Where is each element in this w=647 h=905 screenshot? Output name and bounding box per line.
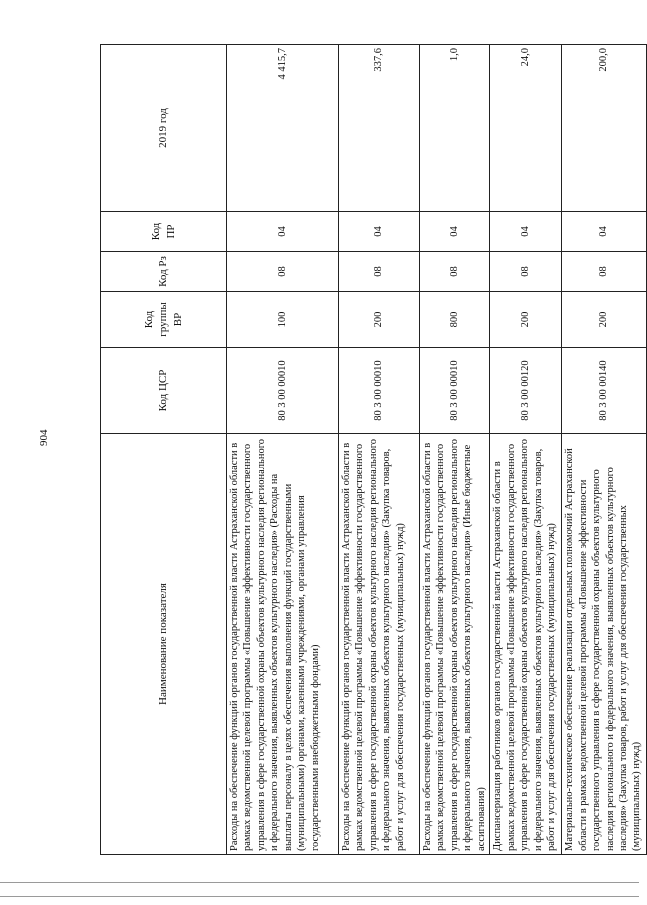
header-vr: Код группы ВР [101,292,227,348]
row-pr: 04 [339,212,420,252]
row-pr: 04 [562,212,647,252]
row-value: 337,6 [339,45,420,212]
scan-edge-line [0,882,639,883]
row-csr: 80 3 00 00140 [562,348,647,434]
rotated-table-container [100,45,643,855]
row-name: Расходы на обеспечение функций органов государственной власти Астраханской области в рамках ведомственной целевой программы «Повышение эффективности государственного управления в сфере государственной охраны объектов культурного наследия регионального и федерального значения, выявленных объектов культурного наследия» (Закупка товаров, работ и услуг для обеспечения государственных (муниципальных) нужд) [339,434,420,855]
row-vr: 200 [562,292,647,348]
row-name: Материально-техническое обеспечение реализации отдельных полномочий Астраханской области в рамках ведомственной целевой программы «Повышение эффективности государственного управления в сфере государственной охраны объектов культурного наследия регионального и федерального значения, выявленных объектов культурного наследия» (Закупка товаров, работ и услуг для обеспечения государственных (муниципальных) нужд) [562,434,647,855]
header-pr: Код ПР [101,212,227,252]
row-value: 24,0 [490,45,562,212]
table-row [339,45,420,855]
header-year: 2019 год [101,45,227,212]
row-name: Диспансеризация работников органов государственной власти Астраханской области в рамках ведомственной целевой программы «Повышение эффективности государственного управления в сфере государственной охраны объектов культурного наследия регионального и федерального значения, выявленных объектов культурного наследия» (Закупка товаров, работ и услуг для обеспечения государственных (муниципальных) нужд) [490,434,562,855]
row-csr: 80 3 00 00010 [227,348,339,434]
row-pr: 04 [490,212,562,252]
scan-edge-line [0,896,639,897]
header-csr: Код ЦСР [101,348,227,434]
header-name: Наименование показателя [101,434,227,855]
row-vr: 100 [227,292,339,348]
row-rz: 08 [420,252,490,292]
row-value: 1,0 [420,45,490,212]
table-header-row [101,45,227,855]
row-csr: 80 3 00 00120 [490,348,562,434]
row-vr: 200 [339,292,420,348]
row-rz: 08 [227,252,339,292]
row-value: 4 415,7 [227,45,339,212]
page-number: 904 [38,429,50,446]
row-csr: 80 3 00 00010 [339,348,420,434]
table-row [420,45,490,855]
row-pr: 04 [227,212,339,252]
row-csr: 80 3 00 00010 [420,348,490,434]
table-row [562,45,647,855]
row-name: Расходы на обеспечение функций органов государственной власти Астраханской области в рамках ведомственной целевой программы «Повышение эффективности государственного управления в сфере государственной охраны объектов культурного наследия регионального и федерального значения, выявленных объектов культурного наследия» (Иные бюджетные ассигнования) [420,434,490,855]
row-value: 200,0 [562,45,647,212]
row-rz: 08 [490,252,562,292]
table-row [490,45,562,855]
row-name: Расходы на обеспечение функций органов государственной власти Астраханской области в рамках ведомственной целевой программы «Повышение эффективности государственного управления в сфере государственной охраны объектов культурного наследия регионального и федерального значения, выявленных объектов культурного наследия» (Расходы на выплаты персоналу в целях обеспечения выполнения функций государственными (муниципальными) органами, казенными учреждениями, органами управления государственными внебюджетными фондами) [227,434,339,855]
row-pr: 04 [420,212,490,252]
row-vr: 800 [420,292,490,348]
table-row [227,45,339,855]
row-rz: 08 [339,252,420,292]
row-rz: 08 [562,252,647,292]
budget-table [100,44,647,855]
row-vr: 200 [490,292,562,348]
header-rz: Код Рз [101,252,227,292]
